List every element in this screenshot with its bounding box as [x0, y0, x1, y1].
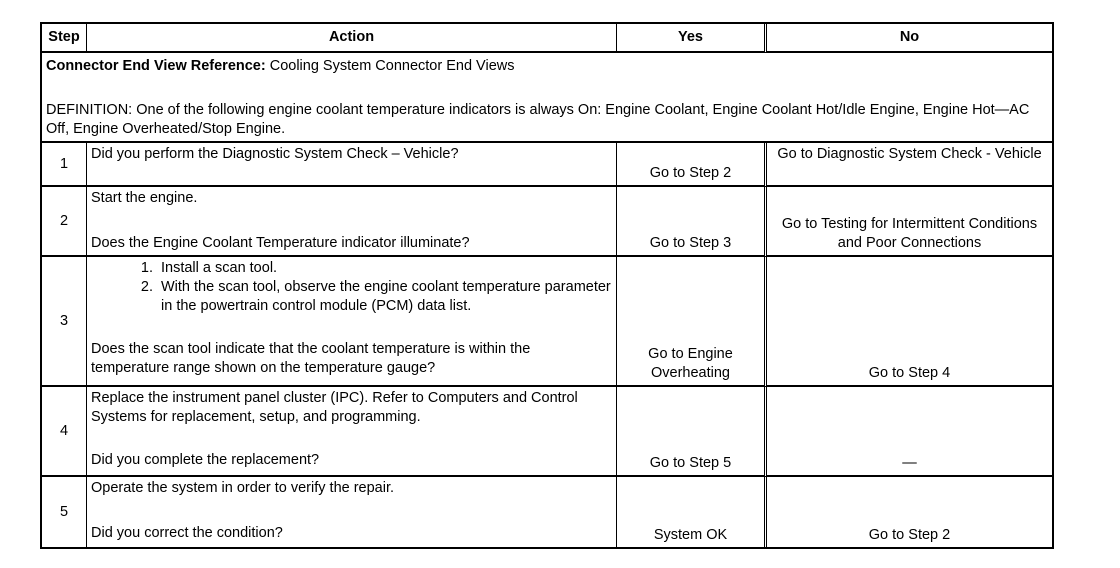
action-text: Did you perform the Diagnostic System Check – Vehicle?	[91, 146, 459, 162]
action-cell	[87, 143, 617, 187]
table-row	[42, 257, 1052, 387]
definition-text: DEFINITION: One of the following engine coolant temperature indicators is always On: Engine Coolant, Engine Coolant Hot/Idle Engine, Engine Hot—AC Off, Engine Overheated/Stop Engine.	[46, 102, 1030, 137]
header-row	[42, 24, 1052, 53]
yes-cell: System OK	[617, 477, 767, 547]
table-row	[42, 143, 1052, 187]
action-cell	[87, 187, 617, 257]
connector-reference	[46, 57, 1048, 76]
yes-cell: Go to Step 5	[617, 387, 767, 477]
reference-label: Connector End View Reference:	[46, 58, 266, 74]
no-cell: Go to Step 2	[868, 527, 951, 543]
step-number: 2	[42, 187, 87, 257]
step-number: 3	[42, 257, 87, 387]
header-step: Step	[42, 24, 87, 53]
yes-cell: Go to Step 2	[617, 143, 767, 187]
no-cell: Go to Diagnostic System Check - Vehicle	[767, 143, 1052, 187]
list-item: 2. With the scan tool, observe the engine coolant temperature parameter in the powertrain control module (PCM) data list.	[157, 278, 612, 316]
yes-cell: Go to Engine Overheating	[617, 257, 767, 387]
action-text: Replace the instrument panel cluster (IPC). Refer to Computers and Control Systems for replacement, setup, and programming.	[91, 390, 578, 425]
action-cell	[87, 257, 617, 387]
table-row	[42, 387, 1052, 477]
question-text: Does the scan tool indicate that the coolant temperature is within the temperature range shown on the temperature gauge?	[91, 341, 531, 376]
table-row	[42, 187, 1052, 257]
no-cell: —	[767, 387, 1052, 477]
action-cell	[87, 387, 617, 477]
yes-cell: Go to Step 3	[617, 187, 767, 257]
list-item: 1. Install a scan tool.	[157, 259, 612, 278]
question-text: Did you correct the condition?	[91, 525, 283, 541]
no-cell: Go to Testing for Intermittent Conditions and Poor Connections	[767, 187, 1052, 257]
action-text: Operate the system in order to verify the repair.	[91, 480, 395, 496]
table-row	[42, 477, 1052, 547]
question-text: Did you complete the replacement?	[91, 452, 320, 468]
header-yes: Yes	[617, 24, 767, 53]
header-action: Action	[87, 24, 617, 53]
no-cell: Go to Step 4	[767, 257, 1052, 387]
reference-value: Cooling System Connector End Views	[265, 58, 515, 74]
intro-cell	[42, 53, 1052, 143]
step-number: 5	[42, 477, 87, 547]
intro-row	[42, 53, 1052, 143]
action-list	[91, 259, 612, 316]
header-no: No	[767, 24, 1052, 53]
question-text: Does the Engine Coolant Temperature indicator illuminate?	[91, 235, 470, 251]
step-number: 1	[42, 143, 87, 187]
action-cell	[87, 477, 617, 547]
diagnostic-table	[40, 22, 1054, 549]
action-text: Start the engine.	[91, 190, 198, 206]
step-number: 4	[42, 387, 87, 477]
